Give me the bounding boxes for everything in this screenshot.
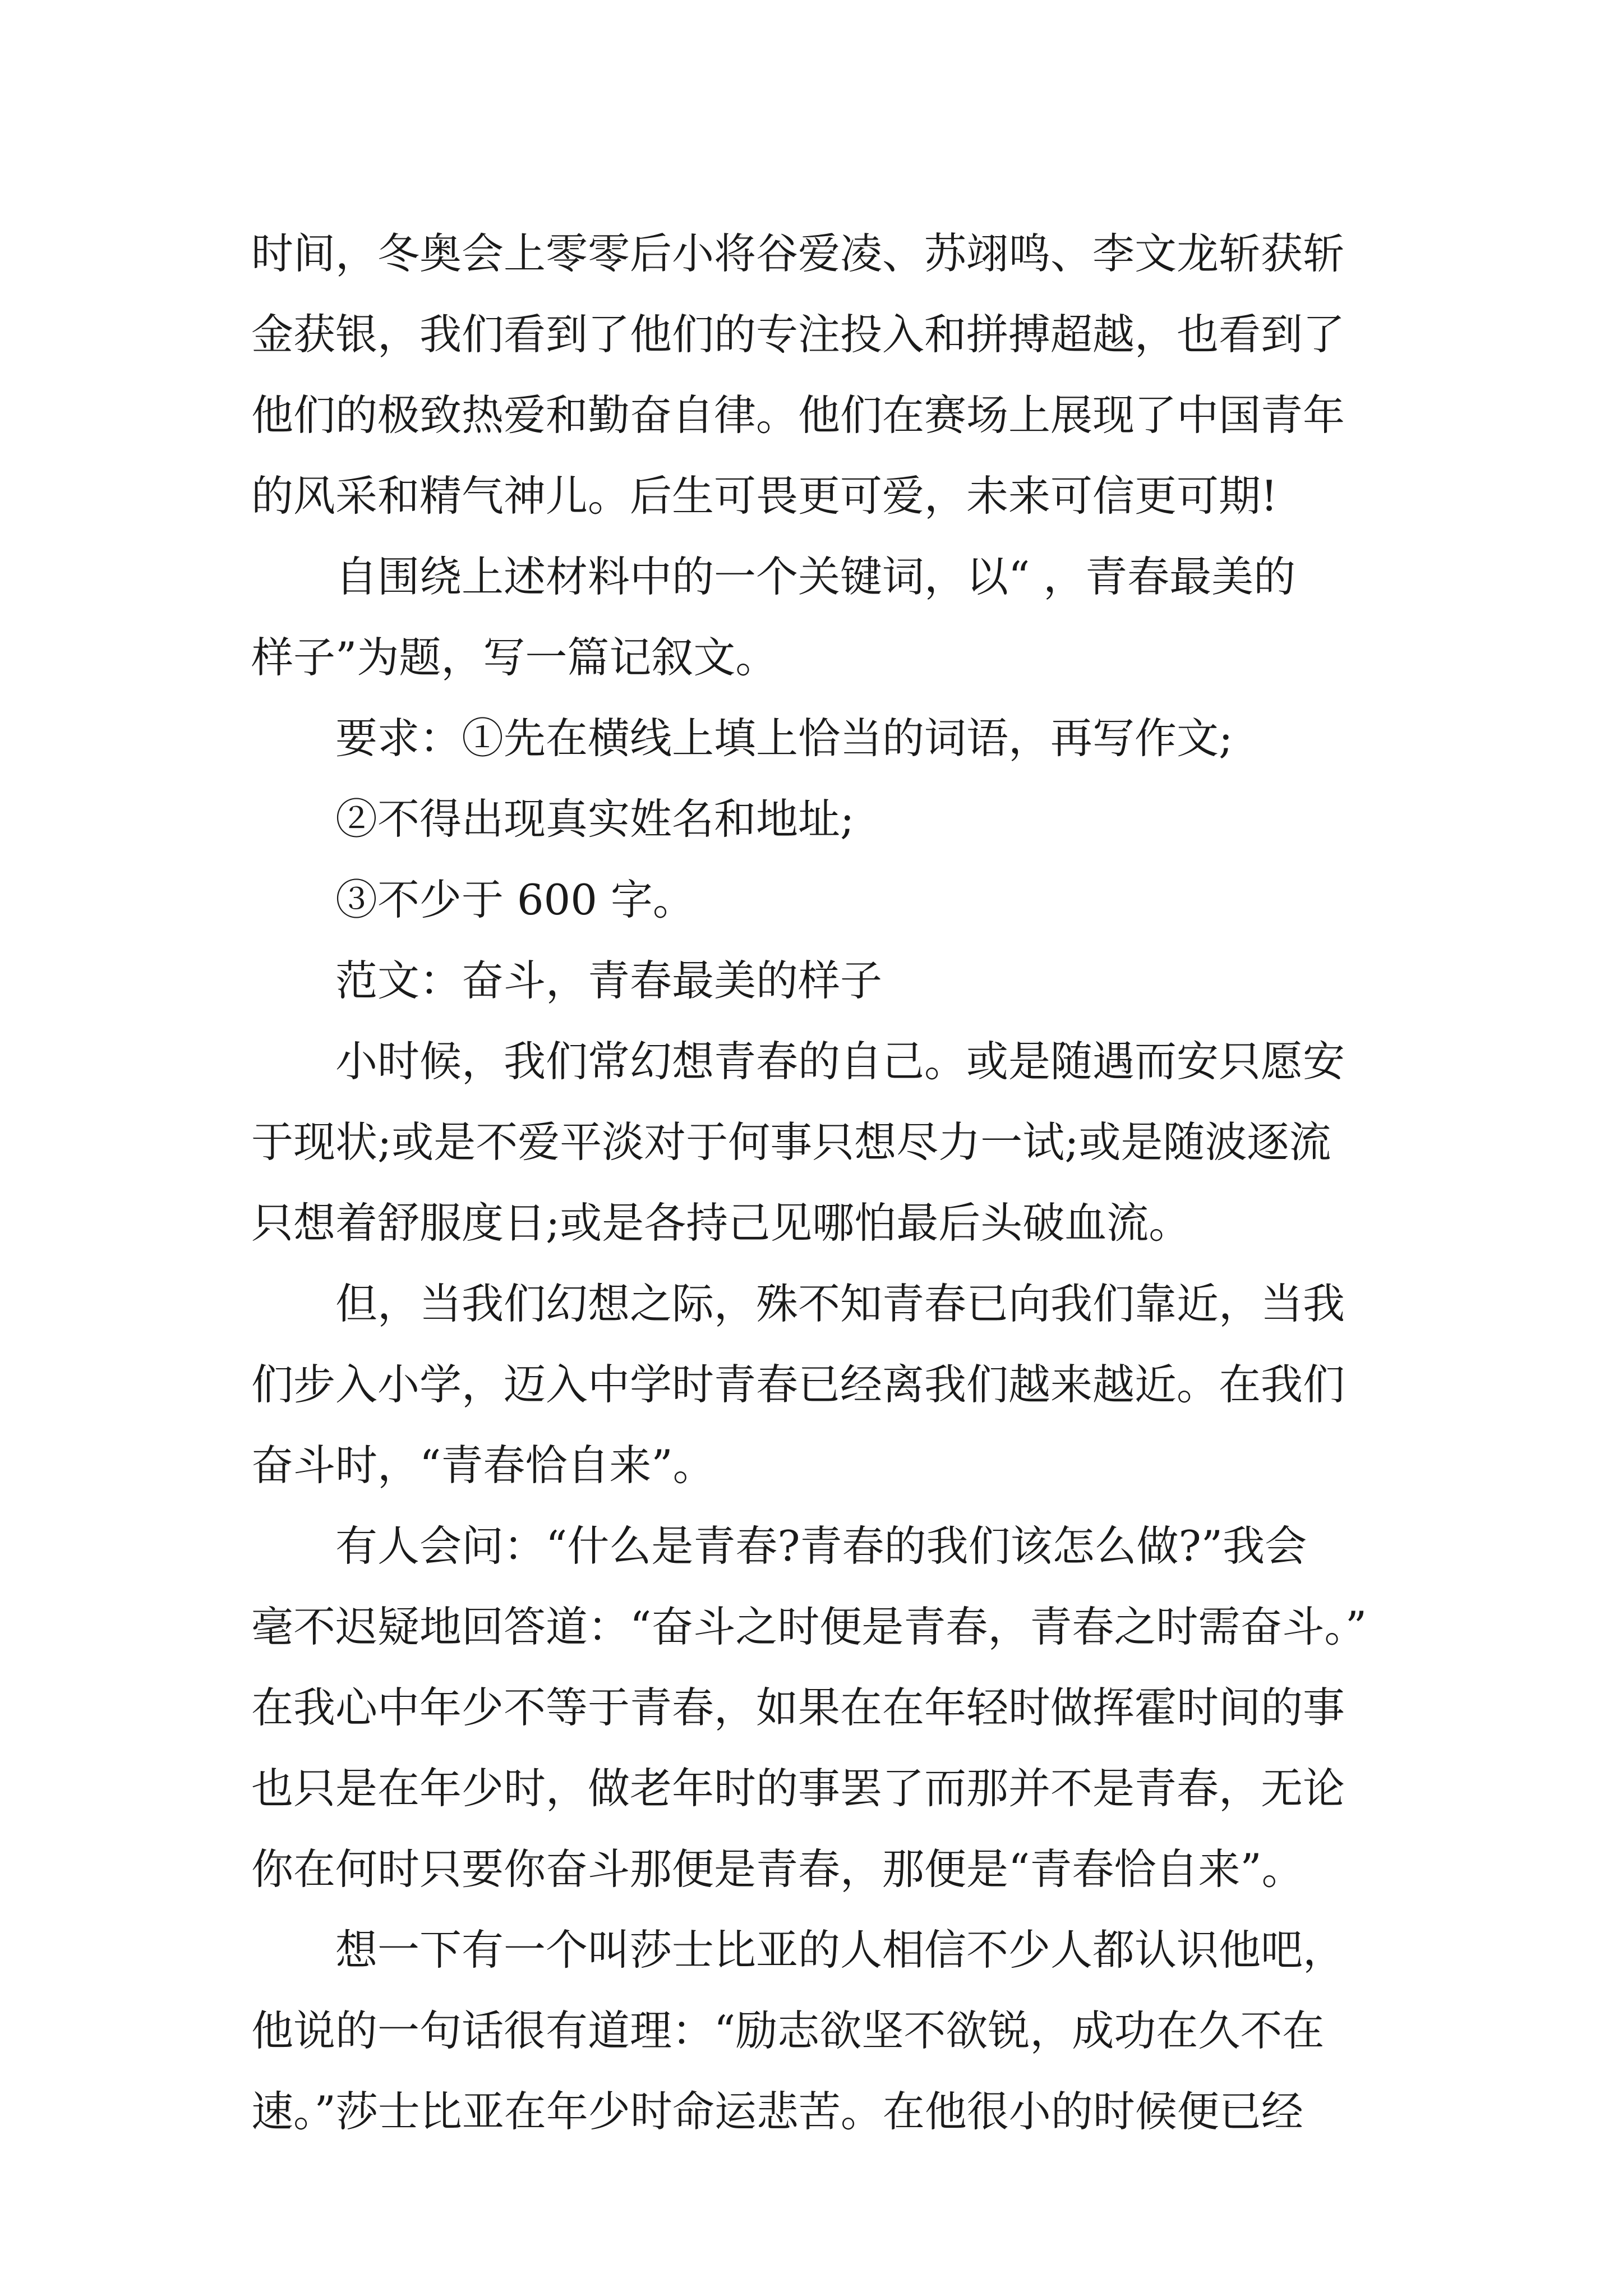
- paragraph-requirement-3: [251, 859, 1395, 940]
- text-line: 样子”为题，写一篇记叙文。: [251, 633, 778, 682]
- text-line: 自围绕上述材料中的一个关键词，以“ ，青春最美的: [335, 552, 1296, 601]
- essay-title: [251, 940, 1395, 1021]
- text-line: ③不少于 600 字。: [335, 875, 695, 924]
- text-line: 范文：奋斗，青春最美的样子: [335, 956, 883, 1005]
- text-line: 你在何时只要你奋斗那便是青春，那便是“青春恰自来”。: [251, 1844, 1304, 1894]
- text-line: 也只是在年少时，做老年时的事罢了而那并不是青春，无论: [251, 1764, 1345, 1813]
- paragraph-essay-2: [251, 1263, 1395, 1506]
- paragraph-requirement-1: [251, 698, 1395, 779]
- text-line: 金获银，我们看到了他们的专注投入和拼搏超越，也看到了: [251, 310, 1345, 359]
- text-line: 速。”莎士比亚在年少时命运悲苦。在他很小的时候便已经: [251, 2087, 1303, 2136]
- text-line: 时间，冬奥会上零零后小将谷爱凌、苏翊鸣、李文龙斩获斩: [251, 229, 1345, 278]
- paragraph-prompt: [251, 536, 1395, 698]
- text-line: 只想着舒服度日;或是各持己见哪怕最后头破血流。: [251, 1198, 1191, 1248]
- paragraph-material-end: [251, 213, 1395, 536]
- text-line: 想一下有一个叫莎士比亚的人相信不少人都认识他吧，: [335, 1925, 1345, 1975]
- text-line: 有人会问：“什么是青春?青春的我们该怎么做?”我会: [335, 1521, 1307, 1571]
- text-line: 但，当我们幻想之际，殊不知青春已向我们靠近，当我: [335, 1279, 1345, 1328]
- paragraph-essay-4: [251, 1910, 1395, 2152]
- text-line: 要求：①先在横线上填上恰当的词语，再写作文;: [335, 714, 1233, 763]
- text-line: 的风采和精气神儿。后生可畏更可爱，未来可信更可期!: [251, 471, 1278, 521]
- text-line: 们步入小学，迈入中学时青春已经离我们越来越近。在我们: [251, 1360, 1345, 1409]
- text-line: 奋斗时，“青春恰自来”。: [251, 1441, 715, 1490]
- text-line: 于现状;或是不爱平淡对于何事只想尽力一试;或是随波逐流: [251, 1117, 1331, 1167]
- paragraph-requirement-2: [251, 779, 1395, 859]
- text-line: 他们的极致热爱和勤奋自律。他们在赛场上展现了中国青年: [251, 390, 1345, 440]
- text-line: ②不得出现真实姓名和地址;: [335, 794, 855, 844]
- document-body: [251, 213, 1395, 2152]
- paragraph-essay-1: [251, 1021, 1395, 1263]
- paragraph-essay-3: [251, 1506, 1395, 1910]
- text-line: 小时候，我们常幻想青春的自己。或是随遇而安只愿安: [335, 1037, 1345, 1086]
- text-line: 他说的一句话很有道理：“励志欲坚不欲锐，成功在久不在: [251, 2006, 1325, 2055]
- text-line: 在我心中年少不等于青春，如果在在年轻时做挥霍时间的事: [251, 1683, 1345, 1732]
- text-line: 毫不迟疑地回答道：“奋斗之时便是青春，青春之时需奋斗。”: [251, 1602, 1367, 1651]
